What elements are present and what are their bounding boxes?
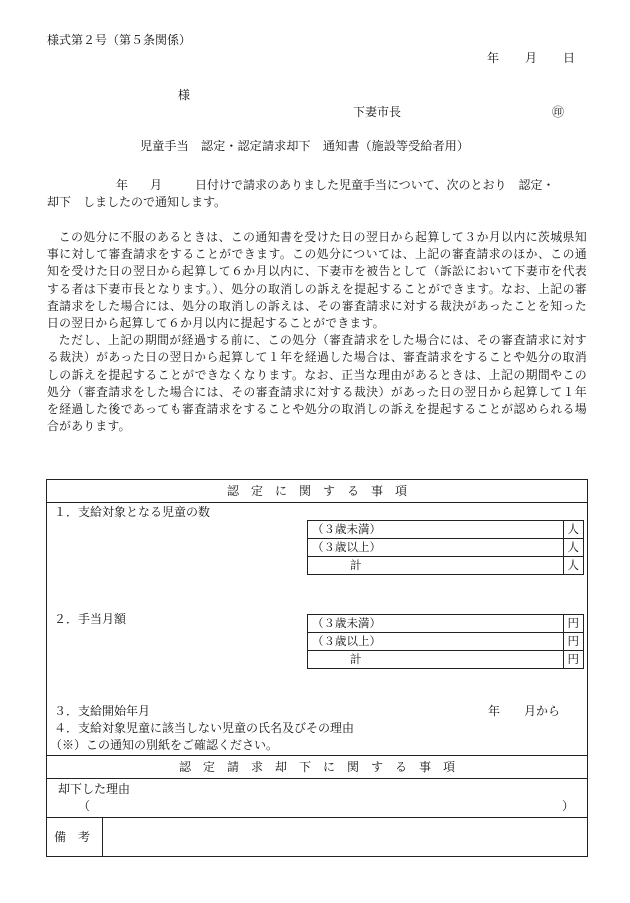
divider: [47, 817, 587, 818]
amount-under3-unit: 円: [563, 615, 584, 633]
table-row: [308, 651, 584, 669]
table-row: [308, 521, 584, 539]
table-row: [308, 615, 584, 633]
divider: [47, 755, 587, 756]
issuer-name: 下妻市長: [353, 105, 402, 119]
details-table: [46, 479, 588, 857]
form-number: 様式第２号（第５条関係）: [47, 33, 192, 47]
reason-paren-close: ）: [562, 799, 575, 813]
notice-text: [47, 229, 587, 435]
amount-total-unit: 円: [563, 651, 584, 669]
date-month: 月: [525, 51, 538, 65]
intro-line2: 却下 しましたので通知します。: [47, 195, 227, 209]
rejection-section-header: 認 定 請 求 却 下 に 関 す る 事 項: [178, 760, 455, 774]
amount-under3-label: （３歳未満）: [308, 615, 564, 633]
notice-paragraph-1: この処分に不服のあるときは、この通知書を受けた日の翌日から起算して３か月以内に茨城県知事に対して審査請求をすることができます。この処分については、上記の審査請求のほか、この通知を受けた日の翌日から起算して６か月以内に、下妻市を被告として（訴訟において下妻市を代表する者は下妻市長となります。）、処分の取消しの訴えを提起することができます。なお、上記の審査請求をした場合には、処分の取消しの訴えは、その審査請求に対する裁決があったことを知った日の翌日から起算して６か月以内に提起することができます。: [47, 230, 587, 331]
table-row: [308, 633, 584, 651]
item1-label: １．支給対象となる児童の数: [54, 505, 211, 519]
date-day: 日: [563, 51, 576, 65]
addressee-suffix: 様: [178, 88, 191, 102]
child-count-under3-unit: 人: [563, 521, 584, 539]
child-count-over3-label: （３歳以上）: [308, 539, 564, 557]
intro-rest: 日付けで請求のありました児童手当について、次のとおり 認定・: [195, 178, 555, 192]
intro-month: 月: [150, 178, 163, 192]
remarks-divider: [102, 817, 103, 856]
monthly-amount-table: [307, 614, 584, 669]
child-count-over3-unit: 人: [563, 539, 584, 557]
child-count-under3-label: （３歳未満）: [308, 521, 564, 539]
item3-label: ３．支給開始年月: [54, 704, 151, 718]
seal-mark: ㊞: [552, 105, 565, 119]
table-row: [308, 539, 584, 557]
document-title: 児童手当 認定・認定請求却下 通知書（施設等受給者用）: [140, 139, 470, 153]
approval-section-header: 認 定 に 関 す る 事 項: [226, 484, 407, 498]
child-count-total-label: 計: [308, 557, 564, 575]
amount-over3-unit: 円: [563, 633, 584, 651]
remarks-label: 備 考: [54, 830, 91, 844]
attachment-note: （※）この通知の別紙をご確認ください。: [50, 738, 279, 752]
table-row: [308, 557, 584, 575]
rejection-reason-label: 却下した理由: [58, 782, 131, 796]
notice-paragraph-2: ただし、上記の期間が経過する前に、この処分（審査請求をした場合には、その審査請求に対する裁決）があった日の翌日から起算して１年を経過した場合は、審査請求をすることや処分の取消しの訴えを提起することができなくなります。なお、正当な理由があるときは、上記の期間やこの処分（審査請求をした場合には、その審査請求に対する裁決）があった日の翌日から起算して１年を経過した後であっても審査請求をすることや処分の取消しの訴えを提起することが認められる場合があります。: [47, 333, 587, 434]
intro-year: 年: [116, 178, 129, 192]
amount-total-label: 計: [308, 651, 564, 669]
reason-paren-open: （: [78, 799, 91, 813]
start-year-unit: 年: [488, 704, 501, 718]
divider: [47, 502, 587, 503]
amount-over3-label: （３歳以上）: [308, 633, 564, 651]
date-year: 年: [487, 51, 500, 65]
item4-label: ４．支給対象児童に該当しない児童の氏名及びその理由: [54, 721, 355, 735]
divider: [47, 778, 587, 779]
child-count-table: [307, 520, 584, 575]
start-month-unit: 月から: [524, 704, 561, 718]
item2-label: ２．手当月額: [54, 612, 127, 626]
child-count-total-unit: 人: [563, 557, 584, 575]
